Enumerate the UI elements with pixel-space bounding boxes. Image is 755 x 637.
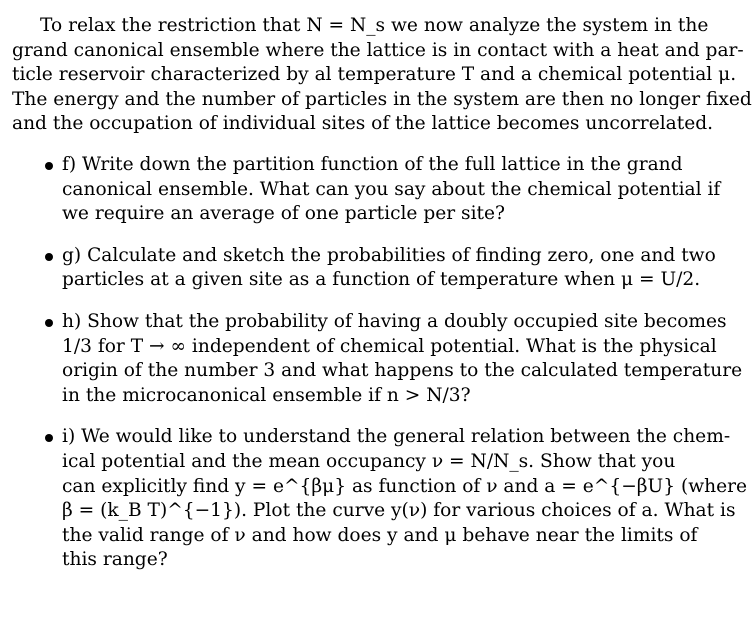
- question-line: we require an average of one particle per site?: [62, 203, 505, 225]
- question-line: 1/3 for T → ∞ independent of chemical potential. What is the physical: [62, 335, 717, 357]
- question-line: β = (k_B T)^{−1}). Plot the curve y(ν) for various choices of a. What is: [62, 500, 736, 522]
- question-f: [12, 153, 721, 227]
- question-line: in the microcanonical ensemble if n > N/3?: [62, 384, 471, 406]
- question-line: i) We would like to understand the general relation between the chem-: [62, 426, 731, 448]
- question-h: [12, 310, 743, 408]
- bullet-icon: [45, 434, 53, 442]
- question-line: the valid range of ν and how does y and μ behave near the limits of: [62, 524, 698, 546]
- bullet-icon: [45, 162, 53, 170]
- intro-paragraph: [12, 14, 752, 137]
- intro-line: ticle reservoir characterized by al temperature T and a chemical potential μ.: [12, 64, 737, 86]
- question-line: g) Calculate and sketch the probabilities of finding zero, one and two: [62, 244, 716, 266]
- problem-text: [12, 14, 752, 573]
- intro-line: The energy and the number of particles in the system are then no longer fixed: [12, 88, 752, 110]
- intro-line: To relax the restriction that N = N_s we now analyze the system in the: [40, 15, 709, 36]
- intro-line: grand canonical ensemble where the lattice is in contact with a heat and par-: [12, 39, 744, 61]
- question-line: origin of the number 3 and what happens to the calculated temperature: [62, 360, 743, 382]
- question-line: h) Show that the probability of having a doubly occupied site becomes: [62, 310, 727, 332]
- question-line: this range?: [62, 549, 168, 571]
- question-line: f) Write down the partition function of the full lattice in the grand: [62, 153, 683, 175]
- question-line: particles at a given site as a function of temperature when μ = U/2.: [62, 269, 701, 291]
- question-g: [12, 244, 716, 293]
- question-list: [12, 153, 747, 573]
- bullet-icon: [45, 319, 53, 327]
- question-line: ical potential and the mean occupancy ν = N/N_s. Show that you: [62, 450, 676, 472]
- question-line: canonical ensemble. What can you say about the chemical potential if: [62, 178, 721, 200]
- question-i: [12, 425, 747, 573]
- question-line: can explicitly find y = e^{βμ} as function of ν and a = e^{−βU} (where: [62, 475, 747, 497]
- bullet-icon: [45, 253, 53, 261]
- intro-line: and the occupation of individual sites of the lattice becomes uncorrelated.: [12, 113, 714, 135]
